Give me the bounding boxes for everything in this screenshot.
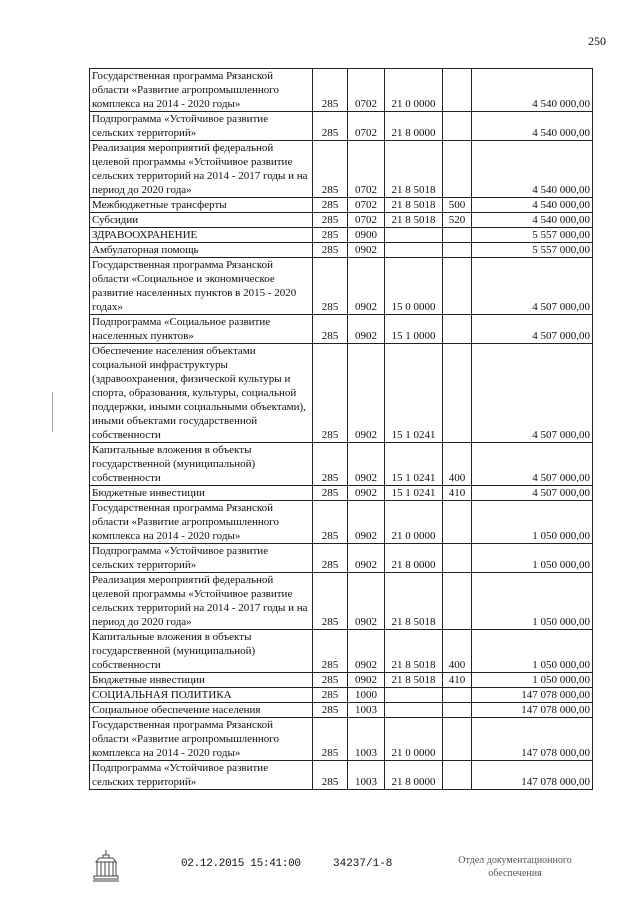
row-target-article-cell: 21 8 5018: [385, 213, 443, 228]
table-row: [90, 486, 593, 501]
row-ministry-code-cell: 285: [313, 141, 348, 198]
table-row: [90, 688, 593, 703]
row-amount-cell: 1 050 000,00: [472, 544, 593, 573]
budget-table: [89, 68, 593, 790]
left-margin-mark: [52, 392, 53, 432]
row-amount-cell: 147 078 000,00: [472, 761, 593, 790]
row-amount-cell: 147 078 000,00: [472, 688, 593, 703]
row-ministry-code-cell: 285: [313, 630, 348, 673]
row-section-code-cell: 0902: [348, 573, 385, 630]
row-expense-type-cell: [443, 228, 472, 243]
table-row: [90, 258, 593, 315]
row-amount-cell: 4 540 000,00: [472, 141, 593, 198]
row-expense-type-cell: [443, 315, 472, 344]
table-row: [90, 315, 593, 344]
row-section-code-cell: 0900: [348, 228, 385, 243]
row-name-cell: Обеспечение населения объектами социальной инфраструктуры (здравоохранения, физической культуры и спорта, образования, культуры, социальной поддержки, иными социальными объектами), иными объектами государственной собственности: [90, 344, 313, 443]
row-expense-type-cell: [443, 69, 472, 112]
budget-table-body: [90, 69, 593, 790]
row-target-article-cell: 15 1 0241: [385, 486, 443, 501]
row-section-code-cell: 0902: [348, 486, 385, 501]
table-row: [90, 703, 593, 718]
row-expense-type-cell: 400: [443, 443, 472, 486]
row-section-code-cell: 0902: [348, 315, 385, 344]
row-expense-type-cell: [443, 243, 472, 258]
row-expense-type-cell: [443, 688, 472, 703]
footer-document-code: 34237/1-8: [333, 858, 393, 870]
table-row: [90, 228, 593, 243]
row-expense-type-cell: 410: [443, 486, 472, 501]
row-target-article-cell: 21 8 5018: [385, 630, 443, 673]
row-section-code-cell: 1000: [348, 688, 385, 703]
row-section-code-cell: 0702: [348, 112, 385, 141]
row-amount-cell: 1 050 000,00: [472, 630, 593, 673]
table-row: [90, 630, 593, 673]
row-amount-cell: 1 050 000,00: [472, 501, 593, 544]
row-expense-type-cell: [443, 761, 472, 790]
row-name-cell: Амбулаторная помощь: [90, 243, 313, 258]
row-target-article-cell: [385, 228, 443, 243]
row-target-article-cell: 15 1 0241: [385, 344, 443, 443]
building-emblem-icon: [92, 848, 120, 882]
row-amount-cell: 1 050 000,00: [472, 673, 593, 688]
row-target-article-cell: 21 8 5018: [385, 198, 443, 213]
row-expense-type-cell: [443, 544, 472, 573]
row-target-article-cell: 21 8 0000: [385, 112, 443, 141]
row-expense-type-cell: [443, 703, 472, 718]
row-ministry-code-cell: 285: [313, 673, 348, 688]
row-section-code-cell: 0902: [348, 243, 385, 258]
row-amount-cell: 4 507 000,00: [472, 443, 593, 486]
row-ministry-code-cell: 285: [313, 443, 348, 486]
table-row: [90, 198, 593, 213]
row-name-cell: Подпрограмма «Устойчивое развитие сельских территорий»: [90, 112, 313, 141]
row-target-article-cell: 15 1 0000: [385, 315, 443, 344]
table-row: [90, 69, 593, 112]
row-name-cell: Реализация мероприятий федеральной целевой программы «Устойчивое развитие сельских территорий на 2014 - 2017 годы и на период до 2020 года»: [90, 573, 313, 630]
row-amount-cell: 4 540 000,00: [472, 112, 593, 141]
row-name-cell: Государственная программа Рязанской области «Развитие агропромышленного комплекса на 2014 - 2020 годы»: [90, 69, 313, 112]
table-row: [90, 243, 593, 258]
row-name-cell: Государственная программа Рязанской области «Развитие агропромышленного комплекса на 2014 - 2020 годы»: [90, 718, 313, 761]
row-amount-cell: 4 507 000,00: [472, 258, 593, 315]
row-ministry-code-cell: 285: [313, 243, 348, 258]
row-amount-cell: 4 507 000,00: [472, 315, 593, 344]
table-row: [90, 112, 593, 141]
row-ministry-code-cell: 285: [313, 228, 348, 243]
row-section-code-cell: 0902: [348, 673, 385, 688]
table-row: [90, 673, 593, 688]
row-target-article-cell: 21 0 0000: [385, 69, 443, 112]
row-expense-type-cell: [443, 112, 472, 141]
row-expense-type-cell: [443, 141, 472, 198]
footer-department-line2: обеспечения: [488, 868, 542, 879]
row-expense-type-cell: 410: [443, 673, 472, 688]
row-ministry-code-cell: 285: [313, 198, 348, 213]
row-amount-cell: 147 078 000,00: [472, 718, 593, 761]
row-name-cell: Капитальные вложения в объекты государственной (муниципальной) собственности: [90, 443, 313, 486]
row-name-cell: Капитальные вложения в объекты государственной (муниципальной) собственности: [90, 630, 313, 673]
row-target-article-cell: [385, 703, 443, 718]
row-expense-type-cell: [443, 718, 472, 761]
row-ministry-code-cell: 285: [313, 486, 348, 501]
row-target-article-cell: 21 8 0000: [385, 544, 443, 573]
row-section-code-cell: 0902: [348, 344, 385, 443]
row-expense-type-cell: [443, 501, 472, 544]
footer-datetime: 02.12.2015 15:41:00: [181, 858, 301, 870]
row-name-cell: Межбюджетные трансферты: [90, 198, 313, 213]
row-target-article-cell: 15 1 0241: [385, 443, 443, 486]
row-amount-cell: 4 507 000,00: [472, 344, 593, 443]
row-amount-cell: 1 050 000,00: [472, 573, 593, 630]
table-row: [90, 213, 593, 228]
row-name-cell: Подпрограмма «Социальное развитие населенных пунктов»: [90, 315, 313, 344]
row-section-code-cell: 0902: [348, 501, 385, 544]
row-name-cell: Субсидии: [90, 213, 313, 228]
row-amount-cell: 5 557 000,00: [472, 228, 593, 243]
row-name-cell: Подпрограмма «Устойчивое развитие сельских территорий»: [90, 544, 313, 573]
row-expense-type-cell: 520: [443, 213, 472, 228]
row-name-cell: Бюджетные инвестиции: [90, 486, 313, 501]
row-expense-type-cell: 500: [443, 198, 472, 213]
row-ministry-code-cell: 285: [313, 258, 348, 315]
row-section-code-cell: 0902: [348, 544, 385, 573]
row-ministry-code-cell: 285: [313, 501, 348, 544]
row-ministry-code-cell: 285: [313, 315, 348, 344]
row-name-cell: Социальное обеспечение населения: [90, 703, 313, 718]
row-expense-type-cell: [443, 344, 472, 443]
row-section-code-cell: 0902: [348, 630, 385, 673]
row-section-code-cell: 1003: [348, 703, 385, 718]
row-section-code-cell: 0702: [348, 198, 385, 213]
row-target-article-cell: 21 8 5018: [385, 573, 443, 630]
row-ministry-code-cell: 285: [313, 573, 348, 630]
table-row: [90, 544, 593, 573]
row-section-code-cell: 1003: [348, 761, 385, 790]
row-amount-cell: 4 540 000,00: [472, 213, 593, 228]
row-ministry-code-cell: 285: [313, 761, 348, 790]
row-expense-type-cell: 400: [443, 630, 472, 673]
row-section-code-cell: 0902: [348, 443, 385, 486]
row-name-cell: Подпрограмма «Устойчивое развитие сельских территорий»: [90, 761, 313, 790]
row-section-code-cell: 0702: [348, 141, 385, 198]
row-ministry-code-cell: 285: [313, 69, 348, 112]
row-name-cell: Государственная программа Рязанской области «Развитие агропромышленного комплекса на 2014 - 2020 годы»: [90, 501, 313, 544]
row-target-article-cell: 21 0 0000: [385, 718, 443, 761]
row-target-article-cell: [385, 688, 443, 703]
table-row: [90, 443, 593, 486]
row-amount-cell: 4 507 000,00: [472, 486, 593, 501]
table-row: [90, 718, 593, 761]
row-ministry-code-cell: 285: [313, 344, 348, 443]
table-row: [90, 501, 593, 544]
row-target-article-cell: 21 8 5018: [385, 673, 443, 688]
row-name-cell: Государственная программа Рязанской области «Социальное и экономическое развитие населенных пунктов в 2015 - 2020 годах»: [90, 258, 313, 315]
row-amount-cell: 5 557 000,00: [472, 243, 593, 258]
row-name-cell: СОЦИАЛЬНАЯ ПОЛИТИКА: [90, 688, 313, 703]
footer-department-line1: Отдел документационного: [458, 855, 572, 866]
row-ministry-code-cell: 285: [313, 544, 348, 573]
row-ministry-code-cell: 285: [313, 112, 348, 141]
row-ministry-code-cell: 285: [313, 213, 348, 228]
row-amount-cell: 4 540 000,00: [472, 198, 593, 213]
table-row: [90, 573, 593, 630]
table-row: [90, 761, 593, 790]
row-amount-cell: 4 540 000,00: [472, 69, 593, 112]
row-amount-cell: 147 078 000,00: [472, 703, 593, 718]
table-row: [90, 344, 593, 443]
row-expense-type-cell: [443, 573, 472, 630]
row-ministry-code-cell: 285: [313, 718, 348, 761]
row-section-code-cell: 0702: [348, 69, 385, 112]
page-number: 250: [588, 34, 606, 48]
row-target-article-cell: 21 8 0000: [385, 761, 443, 790]
row-name-cell: ЗДРАВООХРАНЕНИЕ: [90, 228, 313, 243]
row-name-cell: Бюджетные инвестиции: [90, 673, 313, 688]
row-section-code-cell: 0902: [348, 258, 385, 315]
row-section-code-cell: 1003: [348, 718, 385, 761]
table-row: [90, 141, 593, 198]
row-name-cell: Реализация мероприятий федеральной целевой программы «Устойчивое развитие сельских территорий на 2014 - 2017 годы и на период до 2020 года»: [90, 141, 313, 198]
row-target-article-cell: 21 8 5018: [385, 141, 443, 198]
row-ministry-code-cell: 285: [313, 703, 348, 718]
row-section-code-cell: 0702: [348, 213, 385, 228]
row-target-article-cell: [385, 243, 443, 258]
row-expense-type-cell: [443, 258, 472, 315]
footer-department-stamp: [440, 854, 590, 880]
row-ministry-code-cell: 285: [313, 688, 348, 703]
row-target-article-cell: 15 0 0000: [385, 258, 443, 315]
row-target-article-cell: 21 0 0000: [385, 501, 443, 544]
